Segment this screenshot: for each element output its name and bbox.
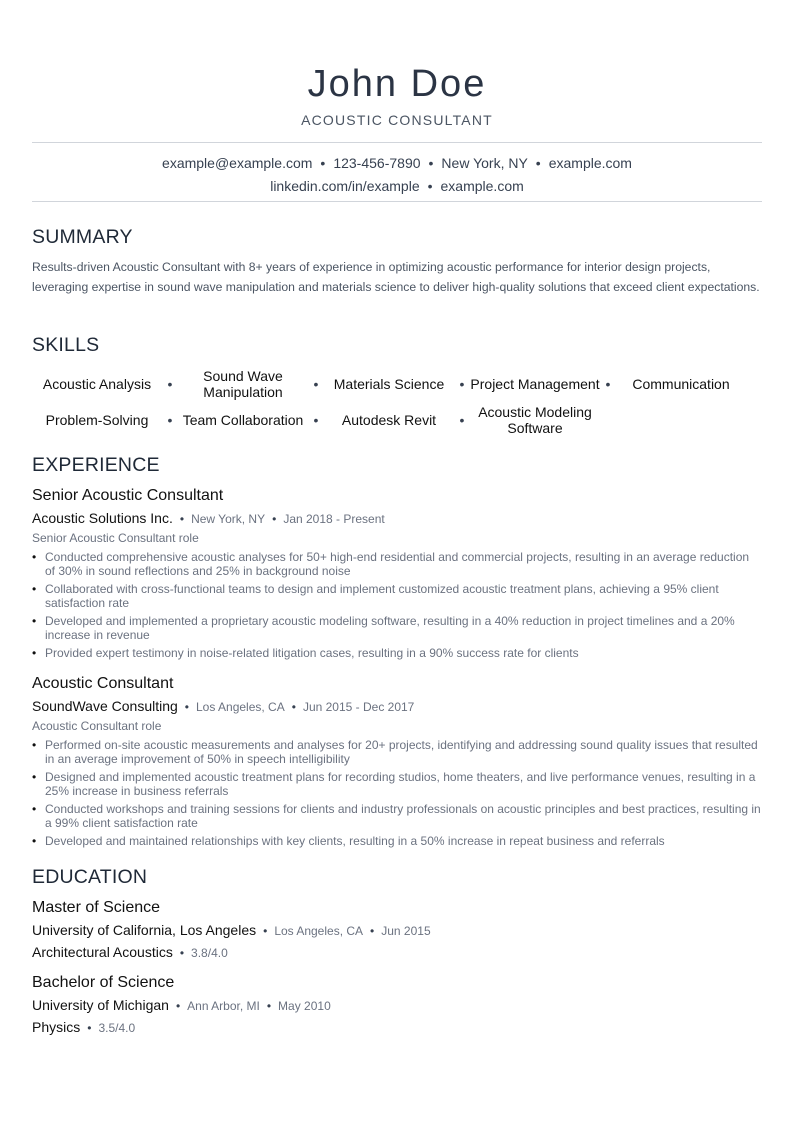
meta-separator: • xyxy=(179,512,185,526)
edu-school-line xyxy=(32,921,762,940)
skill-separator: • xyxy=(167,376,173,392)
education-entry xyxy=(32,973,762,1037)
education-entry xyxy=(32,898,762,962)
job-bullets xyxy=(32,550,762,660)
bullet-text: Developed and implemented a proprietary acoustic modeling software, resulting in a 40% reduction in project timelines and a 20% increase in revenue xyxy=(45,614,735,642)
bullet-dot: • xyxy=(32,646,37,660)
job-entry xyxy=(32,486,762,664)
edu-date: May 2010 xyxy=(278,999,331,1013)
bullet-text: Designed and implemented acoustic treatment plans for recording studios, home theaters, and live performance venues, resulting in a 25% increase in business referrals xyxy=(45,770,756,798)
contact-info xyxy=(32,152,762,198)
bullet-dot: • xyxy=(32,802,37,816)
contact-separator: • xyxy=(427,178,433,194)
edu-field-line xyxy=(32,943,762,962)
edu-degree: Master of Science xyxy=(32,899,161,916)
edu-school: University of Michigan xyxy=(32,997,169,1013)
job-bullet xyxy=(32,582,762,610)
meta-separator: • xyxy=(184,700,189,714)
skill-item: Communication xyxy=(632,376,730,392)
job-role: Acoustic Consultant role xyxy=(32,719,162,733)
skill-item: Problem-Solving xyxy=(45,412,149,428)
contact-phone[interactable]: 123-456-7890 xyxy=(333,155,421,171)
edu-gpa: 3.5/4.0 xyxy=(98,1021,136,1035)
meta-separator: • xyxy=(291,700,296,714)
contact-separator: • xyxy=(535,155,541,171)
candidate-name: John Doe xyxy=(307,63,487,105)
skill-item: Team Collaboration xyxy=(182,412,304,428)
bullet-dot: • xyxy=(32,550,37,564)
contact-line-2 xyxy=(32,175,762,198)
job-bullet xyxy=(32,614,762,642)
education-heading: EDUCATION xyxy=(32,866,148,888)
job-bullets xyxy=(32,738,762,848)
meta-separator: • xyxy=(266,999,272,1013)
bullet-text: Conducted workshops and training sessions for clients and industry professionals on acoustic principles and best practices, resulting in a 99% client satisfaction rate xyxy=(45,802,761,830)
job-bullet xyxy=(32,770,762,798)
skill-item: Autodesk Revit xyxy=(341,412,437,428)
skill-item: Acoustic Analysis xyxy=(42,376,152,392)
summary-heading: SUMMARY xyxy=(32,226,133,248)
job-title: Senior Acoustic Consultant xyxy=(32,487,224,504)
contact-separator: • xyxy=(320,155,326,171)
job-location: New York, NY xyxy=(191,512,266,526)
meta-separator: • xyxy=(370,924,375,938)
edu-gpa: 3.8/4.0 xyxy=(191,946,228,960)
edu-location: Los Angeles, CA xyxy=(274,924,364,938)
bullet-text: Collaborated with cross-functional teams to design and implement customized acoustic treatment plans, achieving a 95% client satisfaction rate xyxy=(45,582,719,610)
job-location: Los Angeles, CA xyxy=(196,700,285,714)
contact-linkedin[interactable]: linkedin.com/in/example xyxy=(270,178,420,194)
experience-heading: EXPERIENCE xyxy=(32,454,160,476)
contact-separator: • xyxy=(428,155,434,171)
job-company: Acoustic Solutions Inc. xyxy=(32,510,173,526)
bullet-dot: • xyxy=(32,770,37,784)
job-company: SoundWave Consulting xyxy=(32,698,178,714)
skill-separator: • xyxy=(313,412,319,428)
edu-date: Jun 2015 xyxy=(381,924,431,938)
edu-field: Physics xyxy=(32,1019,81,1035)
bullet-dot: • xyxy=(32,834,37,848)
meta-separator: • xyxy=(263,924,268,938)
job-dates: Jan 2018 - Present xyxy=(283,512,385,526)
job-role: Senior Acoustic Consultant role xyxy=(32,531,199,545)
header-divider-top xyxy=(32,142,762,143)
job-title: Acoustic Consultant xyxy=(32,675,174,692)
meta-separator: • xyxy=(175,999,181,1013)
contact-line-1 xyxy=(32,152,762,175)
skill-separator: • xyxy=(605,376,611,392)
edu-location: Ann Arbor, MI xyxy=(187,999,260,1013)
skill-item: Sound Wave Manipulation xyxy=(203,368,283,400)
edu-degree: Bachelor of Science xyxy=(32,974,175,991)
summary-text: Results-driven Acoustic Consultant with 8+ years of experience in optimizing acoustic performance for interior design projects, leveraging expertise in sound wave manipulation and materials science to deliver high-quality solutions that exceed client expectations. xyxy=(32,260,760,294)
edu-field: Architectural Acoustics xyxy=(32,944,173,960)
skill-separator: • xyxy=(459,376,465,392)
job-meta xyxy=(32,697,762,716)
job-bullet xyxy=(32,646,762,660)
skill-separator: • xyxy=(313,376,319,392)
header-divider-bottom xyxy=(32,201,762,202)
edu-field-line xyxy=(32,1018,762,1037)
bullet-dot: • xyxy=(32,582,37,596)
job-entry xyxy=(32,674,762,852)
skills-grid xyxy=(32,366,762,438)
skill-item: Materials Science xyxy=(333,376,445,392)
skills-row xyxy=(32,366,762,402)
contact-email[interactable]: example@example.com xyxy=(162,155,313,171)
job-bullet xyxy=(32,550,762,578)
candidate-title: ACOUSTIC CONSULTANT xyxy=(301,112,493,128)
bullet-text: Conducted comprehensive acoustic analyses for 50+ high-end residential and commercial projects, resulting in an average reduction of 30% in sound reflections and 25% in background noise xyxy=(45,550,750,578)
meta-separator: • xyxy=(272,512,277,526)
job-bullet xyxy=(32,738,762,766)
contact-website[interactable]: example.com xyxy=(548,155,632,171)
job-bullet xyxy=(32,834,762,848)
skill-item: Acoustic Modeling Software xyxy=(478,404,592,436)
bullet-text: Provided expert testimony in noise-related litigation cases, resulting in a 90% success rate for clients xyxy=(45,646,579,660)
bullet-text: Developed and maintained relationships with key clients, resulting in a 50% increase in repeat business and referrals xyxy=(45,834,665,848)
bullet-dot: • xyxy=(32,614,37,628)
skills-heading: SKILLS xyxy=(32,334,100,356)
job-meta xyxy=(32,509,762,528)
resume-header xyxy=(0,0,794,128)
skill-separator: • xyxy=(459,412,465,428)
meta-separator: • xyxy=(87,1021,92,1035)
skill-separator: • xyxy=(167,412,173,428)
edu-school-line xyxy=(32,996,762,1015)
job-bullet xyxy=(32,802,762,830)
job-dates: Jun 2015 - Dec 2017 xyxy=(302,700,415,714)
edu-school: University of California, Los Angeles xyxy=(32,922,257,938)
meta-separator: • xyxy=(179,946,185,960)
skill-item: Project Management xyxy=(470,376,600,392)
contact-location: New York, NY xyxy=(441,155,528,171)
bullet-dot: • xyxy=(32,738,37,752)
skills-row xyxy=(32,402,762,438)
bullet-text: Performed on-site acoustic measurements and analyses for 20+ projects, identifying and addressing sound quality issues that resulted in an average improvement of 50% in speech intelligibility xyxy=(45,738,758,766)
contact-website-2[interactable]: example.com xyxy=(440,178,524,194)
